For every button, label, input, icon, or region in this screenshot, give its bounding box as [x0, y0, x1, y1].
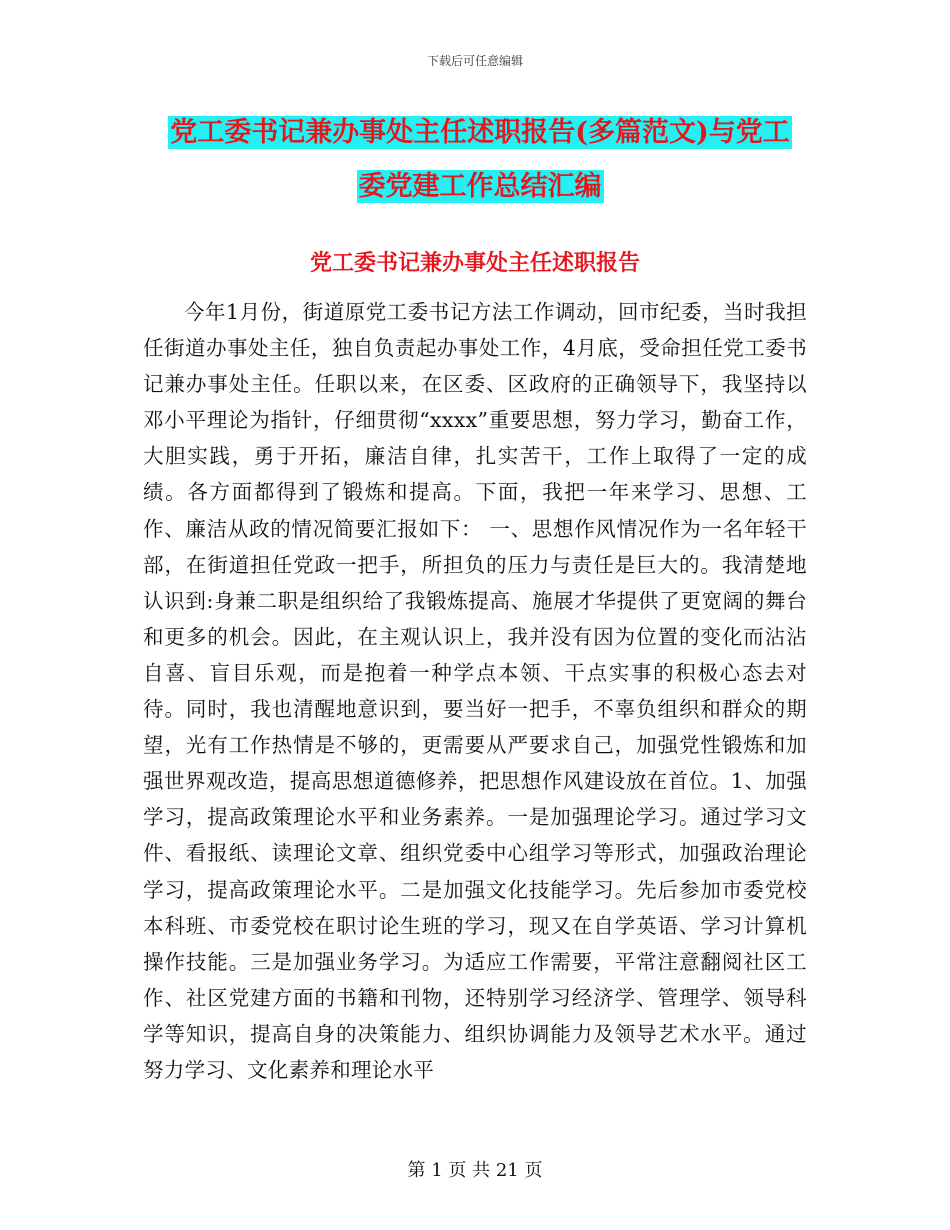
page-number-footer: 第 1 页 共 21 页 — [407, 1160, 543, 1181]
document-title-line-2: 委党建工作总结汇编 — [358, 171, 602, 202]
document-title-line-1: 党工委书记兼办事处主任述职报告(多篇范文)与党工 — [170, 117, 790, 148]
body-paragraph: 今年1月份，街道原党工委书记方法工作调动，回市纪委，当时我担任街道办事处主任，独自负责起办事处工作，4月底，受命担任党工委书记兼办事处主任。任职以来，在区委、区政府的正确领导下，我坚持以邓小平理论为指针，仔细贯彻“xxxx”重要思想，努力学习，勤奋工作，大胆实践，勇于开拓，廉洁自律，扎实苦干，工作上取得了一定的成绩。各方面都得到了锻炼和提高。下面，我把一年来学习、思想、工作、廉洁从政的情况简要汇报如下： 一、思想作风情况作为一名年轻干部，在街道担任党政一把手，所担负的压力与责任是巨大的。我清楚地认识到:身兼二职是组织给了我锻炼提高、施展才华提供了更宽阔的舞台和更多的机会。因此，在主观认识上，我并没有因为位置的变化而沾沾自喜、盲目乐观，而是抱着一种学点本领、干点实事的积极心态去对待。同时，我也清醒地意识到，要当好一把手，不辜负组织和群众的期望，光有工作热情是不够的，更需要从严要求自己，加强党性锻炼和加强世界观改造，提高思想道德修养，把思想作风建设放在首位。1、加强学习，提高政策理论水平和业务素养。一是加强理论学习。通过学习文件、看报纸、读理论文章、组织党委中心组学习等形式，加强政治理论学习，提高政策理论水平。二是加强文化技能学习。先后参加市委党校本科班、市委党校在职讨论生班的学习，现又在自学英语、学习计算机操作技能。三是加强业务学习。为适应工作需要，平常注意翻阅社区工作、社区党建方面的书籍和刊物，还特别学习经济学、管理学、领导科学等知识，提高自身的决策能力、组织协调能力及领导艺术水平。通过努力学习、文化素养和理论水平 — [143, 300, 807, 1082]
body-text — [143, 294, 807, 1088]
section-heading: 党工委书记兼办事处主任述职报告 — [309, 250, 640, 276]
document-title — [140, 106, 820, 214]
header-note: 下载后可任意编辑 — [426, 54, 523, 68]
